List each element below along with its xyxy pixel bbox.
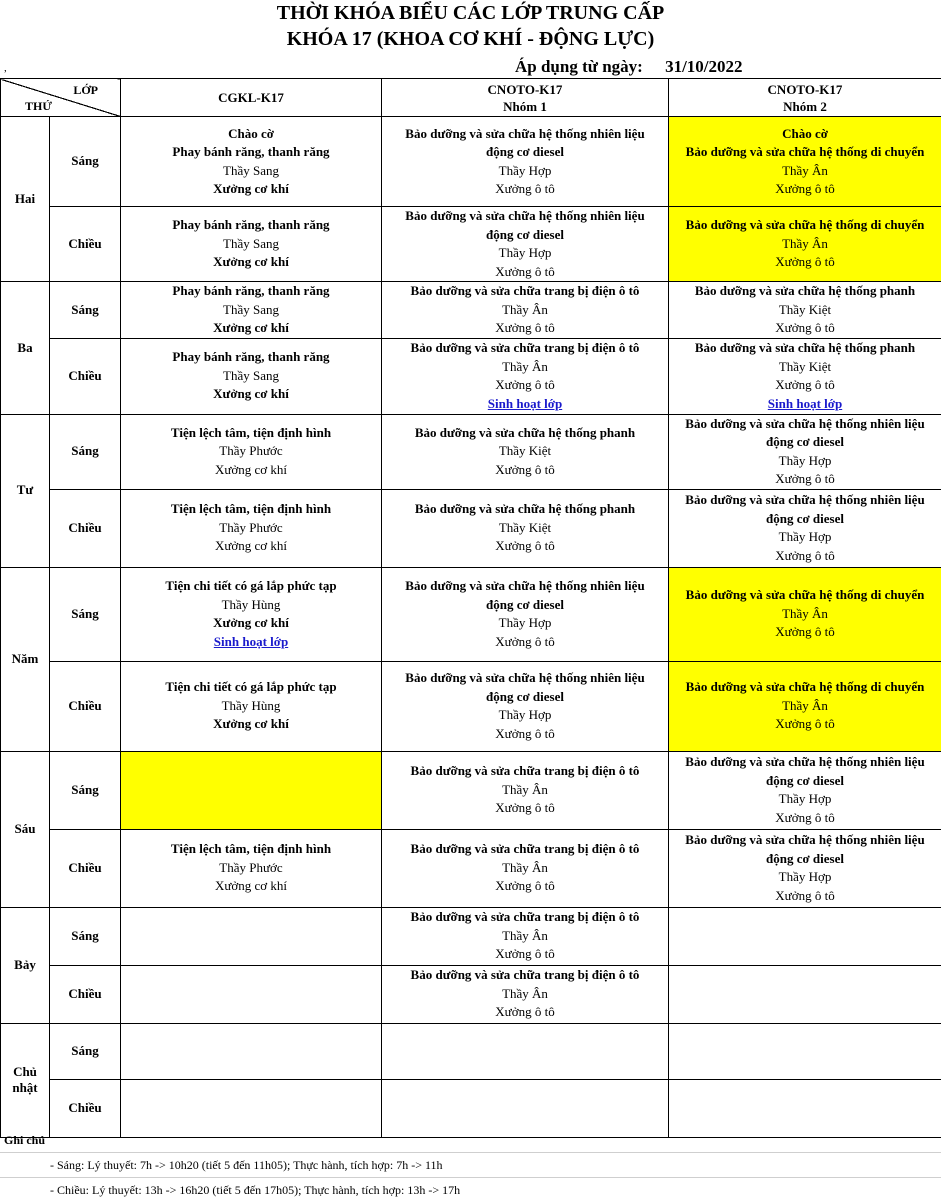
schedule-cell <box>382 207 669 282</box>
empty-cell <box>669 1079 941 1137</box>
cell-line: Tiện lệch tâm, tiện định hình <box>170 424 332 440</box>
empty-cell <box>121 1023 382 1079</box>
cell-line: Xưởng ô tô <box>495 538 555 554</box>
session-label: Chiều <box>50 1079 121 1137</box>
schedule-cell <box>121 829 382 907</box>
cell-line: Xưởng cơ khí <box>213 254 289 270</box>
empty-cell <box>382 1079 669 1137</box>
cell-line: Xưởng ô tô <box>775 887 835 903</box>
session-label: Chiều <box>50 965 121 1023</box>
cell-line: Thầy Hợp <box>778 529 832 544</box>
cell-line: Thầy Ân <box>782 162 828 178</box>
cell-line: Thầy Ân <box>502 927 548 943</box>
cell-line: Phay bánh răng, thanh răng <box>172 144 330 159</box>
corner-header <box>1 79 121 117</box>
cell-line: Xưởng cơ khí <box>213 615 289 630</box>
cell-line: Thầy Hợp <box>778 869 832 884</box>
schedule-cell <box>669 661 941 751</box>
class-meeting-link[interactable]: Sinh hoạt lớp <box>767 395 843 411</box>
session-label: Sáng <box>50 751 121 829</box>
schedule-cell <box>121 567 382 661</box>
schedule-cell <box>382 567 669 661</box>
stray-mark: , <box>4 62 7 74</box>
cell-line: Tiện lệch tâm, tiện định hình <box>170 501 332 517</box>
session-label: Chiều <box>50 489 121 567</box>
cell-line: Xưởng ô tô <box>495 320 555 335</box>
cell-line: Thầy Sang <box>223 162 279 178</box>
cell-line: Thầy Hợp <box>498 615 552 630</box>
cell-line: Tiện chi tiết có gá lắp phức tạp <box>165 679 337 695</box>
class-meeting-link[interactable]: Sinh hoạt lớp <box>487 395 563 411</box>
cell-line: Thầy Phước <box>219 519 283 535</box>
schedule-cell <box>121 338 382 414</box>
day-label: Hai <box>1 117 50 282</box>
class-meeting-link[interactable]: Sinh hoạt lớp <box>213 633 289 649</box>
schedule-cell <box>382 489 669 567</box>
cell-line: Xưởng ô tô <box>775 809 835 825</box>
schedule-cell <box>382 907 669 965</box>
cell-line: Xưởng cơ khí <box>213 181 289 196</box>
session-label: Sáng <box>50 1023 121 1079</box>
cell-line: Thầy Hùng <box>221 697 281 713</box>
cell-line: Thầy Ân <box>502 358 548 374</box>
schedule-cell <box>669 567 941 661</box>
cell-line: động cơ diesel <box>486 226 564 242</box>
empty-highlighted-cell <box>121 751 382 829</box>
cell-line: Thầy Kiệt <box>498 443 552 459</box>
cell-line: Thầy Ân <box>502 985 548 1001</box>
schedule-cell <box>669 282 941 339</box>
day-axis-label: THỨ <box>25 98 52 113</box>
cell-line: động cơ diesel <box>486 596 564 612</box>
cell-line: Xưởng ô tô <box>495 263 555 279</box>
cell-line: động cơ diesel <box>766 434 844 449</box>
cell-line: Xưởng ô tô <box>495 878 555 894</box>
cell-line: Chào cờ <box>228 125 274 141</box>
cell-line: Xưởng ô tô <box>775 547 835 563</box>
note-afternoon: - Chiều: Lý thuyết: 13h -> 16h20 (tiết 5 đến 17h05); Thực hành, tích hợp: 13h -> 17h <box>50 1183 461 1197</box>
schedule-cell <box>382 661 669 751</box>
cell-line: Thầy Hợp <box>498 707 552 722</box>
session-label: Chiều <box>50 829 121 907</box>
page-subtitle: KHÓA 17 (KHOA CƠ KHÍ - ĐỘNG LỰC) <box>286 28 655 50</box>
cell-line: Thầy Ân <box>502 859 548 875</box>
cell-line: Thầy Hợp <box>498 162 552 178</box>
schedule-cell <box>669 207 941 282</box>
schedule-cell <box>382 282 669 339</box>
cell-line: Bảo dưỡng và sửa chữa hệ thống nhiên liệu <box>405 578 645 593</box>
apply-date: 31/10/2022 <box>665 57 743 76</box>
schedule-cell <box>669 489 941 567</box>
cell-line: Thầy Sang <box>223 301 279 317</box>
column-header-cgkl: CGKL-K17 <box>121 79 382 117</box>
cell-line: Thầy Hợp <box>778 452 832 468</box>
cell-line: Bảo dưỡng và sửa chữa hệ thống nhiên liệu <box>685 832 925 847</box>
cell-line: Phay bánh răng, thanh răng <box>172 217 330 233</box>
cell-line: Thầy Kiệt <box>498 519 552 535</box>
schedule-cell <box>121 661 382 751</box>
cell-line: Bảo dưỡng và sửa chữa trang bị điện ô tô <box>410 967 640 983</box>
schedule-cell <box>382 338 669 414</box>
cell-line: Bảo dưỡng và sửa chữa hệ thống di chuyển <box>685 679 925 695</box>
cell-line: Xưởng ô tô <box>775 471 835 486</box>
session-label: Sáng <box>50 117 121 207</box>
cell-line: Bảo dưỡng và sửa chữa hệ thống nhiên liệu <box>405 125 645 141</box>
schedule-cell <box>121 282 382 339</box>
schedule-cell <box>669 338 941 414</box>
apply-date-line <box>515 57 743 77</box>
cell-line: Bảo dưỡng và sửa chữa hệ thống nhiên liệu <box>685 492 925 507</box>
cell-line: Phay bánh răng, thanh răng <box>172 283 330 298</box>
cell-line: Bảo dưỡng và sửa chữa trang bị điện ô tô <box>410 763 640 779</box>
schedule-cell <box>382 117 669 207</box>
cell-line: Thầy Phước <box>219 859 283 875</box>
cell-line: Bảo dưỡng và sửa chữa hệ thống nhiên liệu <box>685 754 925 769</box>
session-label: Sáng <box>50 907 121 965</box>
cell-line: Thầy Phước <box>219 443 283 459</box>
schedule-cell <box>121 414 382 489</box>
cell-line: Xưởng ô tô <box>495 377 555 392</box>
day-label: Chủ nhật <box>1 1023 50 1137</box>
cell-line: động cơ diesel <box>486 144 564 159</box>
cell-line: Tiện chi tiết có gá lắp phức tạp <box>165 578 337 593</box>
apply-label: Áp dụng từ ngày: <box>515 57 643 76</box>
empty-cell <box>121 907 382 965</box>
cell-line: Bảo dưỡng và sửa chữa hệ thống phanh <box>694 340 916 355</box>
session-label: Sáng <box>50 567 121 661</box>
cell-line: Thầy Hợp <box>498 245 552 260</box>
cell-line: Thầy Ân <box>782 697 828 713</box>
schedule-cell <box>121 207 382 282</box>
column-header-cnoto-nhom2: CNOTO-K17 Nhóm 2 <box>669 79 941 117</box>
cell-line: Bảo dưỡng và sửa chữa trang bị điện ô tô <box>410 283 640 298</box>
empty-cell <box>669 907 941 965</box>
cell-line: Xưởng ô tô <box>495 461 555 477</box>
notes-label: Ghi chú <box>4 1133 46 1147</box>
cell-line: Bảo dưỡng và sửa chữa hệ thống di chuyển <box>685 587 925 603</box>
day-label: Ba <box>1 282 50 415</box>
cell-line: Xưởng ô tô <box>775 320 835 335</box>
cell-line: Xưởng ô tô <box>775 716 835 732</box>
cell-line: động cơ diesel <box>486 688 564 704</box>
cell-line: Phay bánh răng, thanh răng <box>172 349 330 365</box>
cell-line: Thầy Ân <box>782 605 828 621</box>
cell-line: Bảo dưỡng và sửa chữa trang bị điện ô tô <box>410 340 640 355</box>
schedule-cell <box>669 117 941 207</box>
session-label: Chiều <box>50 661 121 751</box>
empty-cell <box>669 1023 941 1079</box>
cell-line: Xưởng ô tô <box>775 377 835 392</box>
session-label: Sáng <box>50 282 121 339</box>
cell-line: Xưởng ô tô <box>775 181 835 196</box>
day-label: Bảy <box>1 907 50 1023</box>
cell-line: Bảo dưỡng và sửa chữa trang bị điện ô tô <box>410 909 640 925</box>
cell-line: Xưởng cơ khí <box>214 538 288 554</box>
cell-line: Xưởng ô tô <box>495 181 555 196</box>
session-label: Sáng <box>50 414 121 489</box>
page-title: THỜI KHÓA BIỂU CÁC LỚP TRUNG CẤP <box>276 2 665 24</box>
day-label: Sáu <box>1 751 50 907</box>
cell-line: Bảo dưỡng và sửa chữa hệ thống phanh <box>414 501 636 517</box>
cell-line: Thầy Ân <box>502 301 548 317</box>
schedule-cell <box>669 414 941 489</box>
cell-line: động cơ diesel <box>766 772 844 788</box>
column-header-cnoto-nhom1: CNOTO-K17 Nhóm 1 <box>382 79 669 117</box>
cell-line: Bảo dưỡng và sửa chữa trang bị điện ô tô <box>410 841 640 857</box>
cell-line: Xưởng cơ khí <box>213 386 289 402</box>
cell-line: Thầy Hùng <box>221 596 281 612</box>
cell-line: động cơ diesel <box>766 510 844 526</box>
cell-line: Xưởng ô tô <box>495 1004 555 1020</box>
schedule-cell <box>382 414 669 489</box>
empty-cell <box>121 965 382 1023</box>
cell-line: Thầy Ân <box>782 235 828 251</box>
cell-line: Bảo dưỡng và sửa chữa hệ thống nhiên liệu <box>405 670 645 685</box>
cell-line: Tiện lệch tâm, tiện định hình <box>170 841 332 857</box>
cell-line: Bảo dưỡng và sửa chữa hệ thống nhiên liệu <box>685 415 925 431</box>
schedule-cell <box>382 965 669 1023</box>
session-label: Chiều <box>50 207 121 282</box>
cell-line: Xưởng cơ khí <box>214 878 288 894</box>
cell-line: Bảo dưỡng và sửa chữa hệ thống di chuyển <box>685 144 925 159</box>
cell-line: Thầy Kiệt <box>778 301 832 317</box>
cell-line: Xưởng ô tô <box>775 624 835 640</box>
empty-cell <box>382 1023 669 1079</box>
cell-line: Thầy Sang <box>223 367 279 383</box>
cell-line: Bảo dưỡng và sửa chữa hệ thống di chuyển <box>685 217 925 233</box>
cell-line: Xưởng ô tô <box>775 254 835 270</box>
timetable <box>0 78 941 1138</box>
cell-line: Xưởng ô tô <box>495 633 555 649</box>
empty-cell <box>669 965 941 1023</box>
schedule-cell <box>669 751 941 829</box>
schedule-cell <box>121 117 382 207</box>
cell-line: Xưởng ô tô <box>495 725 555 741</box>
empty-cell <box>121 1079 382 1137</box>
cell-line: Thầy Kiệt <box>778 358 832 374</box>
cell-line: Xưởng cơ khí <box>214 461 288 477</box>
cell-line: Chào cờ <box>782 125 828 141</box>
day-label: Năm <box>1 567 50 751</box>
cell-line: Bảo dưỡng và sửa chữa hệ thống nhiên liệu <box>405 208 645 223</box>
cell-line: Bảo dưỡng và sửa chữa hệ thống phanh <box>694 283 916 298</box>
schedule-cell <box>382 751 669 829</box>
schedule-cell <box>382 829 669 907</box>
cell-line: động cơ diesel <box>766 850 844 866</box>
note-morning: - Sáng: Lý thuyết: 7h -> 10h20 (tiết 5 đến 11h05); Thực hành, tích hợp: 7h -> 11h <box>50 1158 443 1172</box>
day-label: Tư <box>1 414 50 567</box>
cell-line: Bảo dưỡng và sửa chữa hệ thống phanh <box>414 424 636 440</box>
cell-line: Thầy Hợp <box>778 791 832 806</box>
session-label: Chiều <box>50 338 121 414</box>
cell-line: Xưởng ô tô <box>495 946 555 962</box>
cell-line: Thầy Ân <box>502 781 548 797</box>
cell-line: Xưởng cơ khí <box>213 716 289 732</box>
schedule-cell <box>669 829 941 907</box>
class-axis-label: LỚP <box>73 83 98 97</box>
cell-line: Xưởng cơ khí <box>213 320 289 335</box>
schedule-cell <box>121 489 382 567</box>
cell-line: Thầy Sang <box>223 235 279 251</box>
cell-line: Xưởng ô tô <box>495 800 555 816</box>
